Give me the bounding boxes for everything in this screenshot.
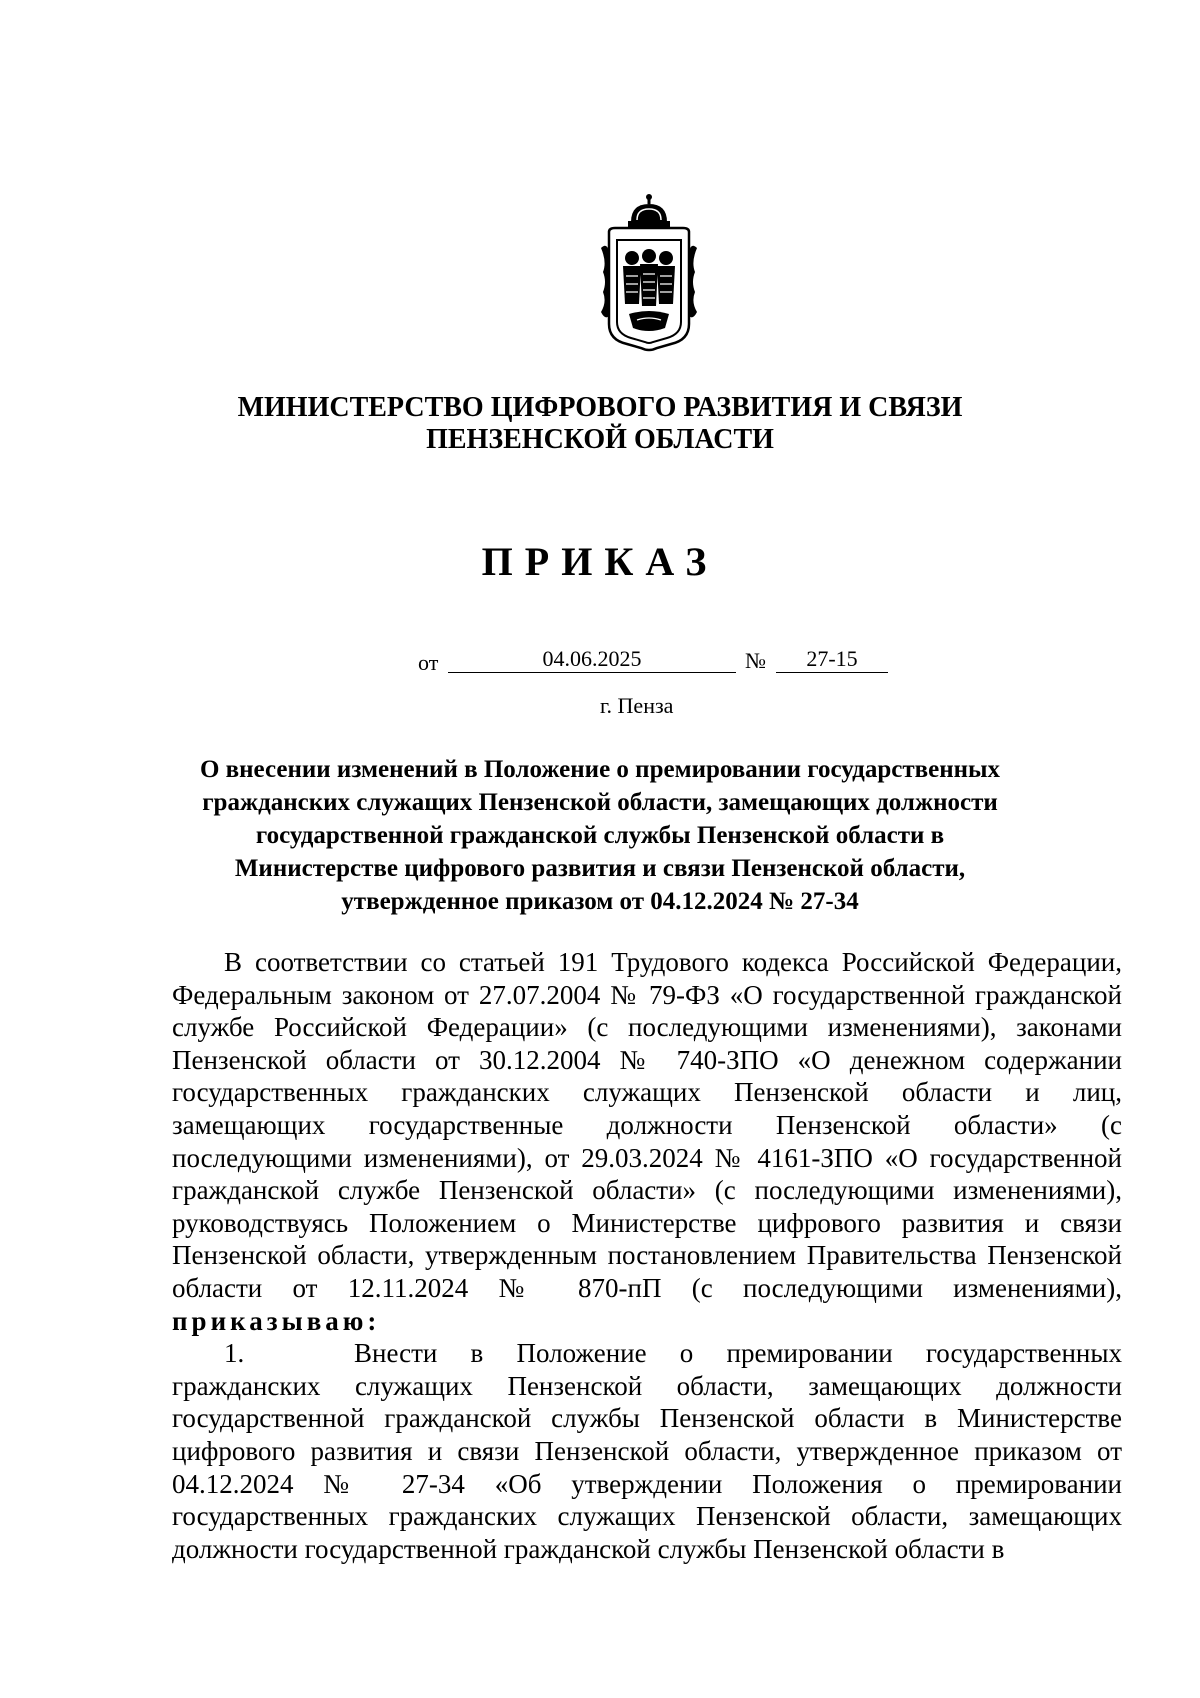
number-sign: № — [745, 648, 766, 673]
order-body — [172, 946, 1122, 1565]
date-prefix: от — [418, 650, 439, 675]
order-word: приказываю: — [172, 1305, 381, 1336]
subject-line3: государственной гражданской службы Пензенской области в — [255, 822, 945, 849]
item-1-text: Внести в Положение о премировании государственных гражданских служащих Пензенской области, замещающих должности государственной гражданской службы Пензенской области в Министерстве цифрового развития и связи Пензенской области, утвержденное приказом от 04.12.2024 № 27-34 «Об утверждении Положения о премировании государственных гражданских служащих Пензенской области, замещающих должности государственной гражданской службы Пензенской области в — [172, 1338, 1122, 1564]
order-title: ПРИКАЗ — [481, 539, 719, 584]
order-number: 27-15 — [776, 646, 888, 673]
ministry-name-line2: ПЕНЗЕНСКОЙ ОБЛАСТИ — [426, 424, 774, 455]
coat-of-arms-icon — [601, 192, 697, 360]
subject-line4: Министерстве цифрового развития и связи Пензенской области, — [234, 855, 966, 882]
order-date: 04.06.2025 — [448, 646, 736, 673]
subject-line2: гражданских служащих Пензенской области, замещающих должности — [202, 789, 998, 816]
city: г. Пенза — [600, 693, 674, 718]
order-subject — [170, 753, 1030, 918]
subject-line1: О внесении изменений в Положение о премировании государственных — [199, 756, 1001, 783]
order-meta — [0, 643, 1200, 679]
item-1-paragraph — [172, 1337, 1122, 1565]
ministry-name-line1: МИНИСТЕРСТВО ЦИФРОВОГО РАЗВИТИЯ И СВЯЗИ — [237, 392, 963, 423]
preamble-paragraph — [172, 946, 1122, 1337]
item-1-number: 1. — [224, 1338, 245, 1369]
preamble-text: В соответствии со статьей 191 Трудового кодекса Российской Федерации, Федеральным законом от 27.07.2004 № 79-ФЗ «О государственной гражданской службе Российской Федерации» (с последующими изменениями), законами Пензенской области от 30.12.2004 № 740-ЗПО «О денежном содержании государственных гражданских служащих Пензенской области и лиц, замещающих государственные должности Пензенской области» (с последующими изменениями), от 29.03.2024 № 4161-ЗПО «О государственной гражданской службе Пензенской области» (с последующими изменениями), руководствуясь Положением о Министерстве цифрового развития и связи Пензенской области, утвержденным постановлением Правительства Пензенской области от 12.11.2024 № 870-пП (с последующими изменениями), — [172, 947, 1122, 1303]
ministry-name — [200, 392, 1000, 456]
subject-line5: утвержденное приказом от 04.12.2024 № 27-34 — [341, 888, 859, 915]
